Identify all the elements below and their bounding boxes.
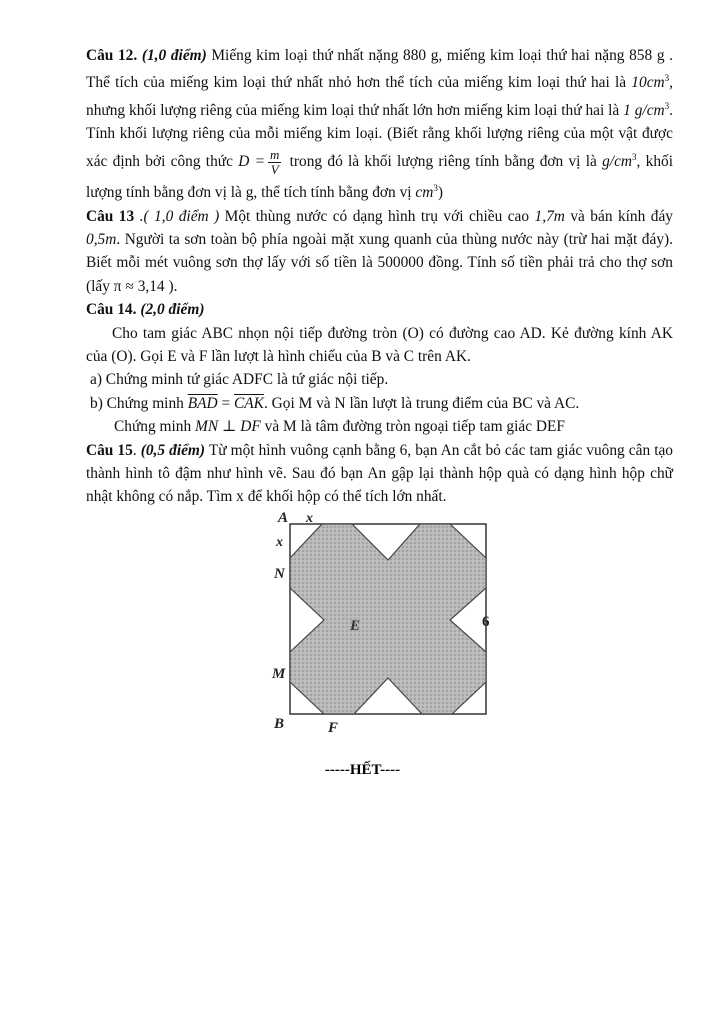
q14-b2-rest: và M là tâm đường tròn ngoại tiếp tam giác DEF: [260, 418, 565, 436]
label-M: M: [272, 666, 286, 682]
label-A: A: [278, 510, 289, 526]
q14-part-b: [86, 392, 673, 415]
label-N: N: [274, 566, 285, 582]
q12-formula-num: m: [269, 146, 280, 162]
q15-dot: .: [132, 441, 137, 459]
q13-text-3: . Người ta sơn toàn bộ phía ngoài mặt xung quanh của thùng nước này (trừ hai mặt đáy). Biết mỗi mét vuông sơn thợ lấy với số tiền là 500000 đồng. Tính số tiền phải trả cho thợ sơn (lấy: [86, 230, 673, 295]
q13-height: 1,7m: [534, 207, 565, 225]
q13-text-4: ).: [164, 277, 178, 295]
q14-part-a: a) Chứng minh tứ giác ADFC là tứ giác nội tiếp.: [90, 371, 389, 389]
q13-pi: π ≈ 3,14: [113, 277, 165, 295]
q12-cube-4: 3: [433, 182, 438, 193]
q13-text-1: Một thùng nước có dạng hình trụ với chiều cao: [219, 207, 535, 225]
q12-cube-1: 3: [664, 73, 670, 84]
q12-unit-2: cm: [415, 184, 434, 202]
exam-page: [86, 44, 673, 509]
q12-density: 1 g/cm: [623, 102, 665, 120]
label-6: 6: [482, 614, 490, 630]
q14-part-b-2: [86, 415, 673, 438]
label-B: B: [274, 716, 285, 732]
q12-text-5: , khối lượng tính bằng đơn vị là g, thể tích tính bằng đơn vị: [86, 153, 673, 202]
q14-points: (2,0 điểm): [140, 301, 205, 319]
q15-points: (0,5 điểm): [136, 441, 206, 459]
question-12: [86, 44, 673, 205]
q15-text: Từ một hình vuông cạnh bằng 6, bạn An cắt bỏ các tam giác vuông cân tạo thành hình tô đậm như hình vẽ. Sau đó bạn An gập lại thành hộp quà có dạng hình hộp chữ nhật không có nắp. Tìm x để khối hộp có thể tích lớn nhất.: [86, 441, 673, 506]
q14-b-angle-2: $\overline{CAK}$: [234, 394, 264, 412]
q13-text-2: và bán kính đáy: [564, 207, 673, 225]
q12-formula-fraction: [268, 148, 281, 177]
q14-b-rest: . Gọi M và N lần lượt là trung điểm của BC và AC.: [263, 394, 580, 412]
q12-text-1: Miếng kim loại thứ nhất nặng 880 g, miếng kim loại thứ hai nặng 858 g . Thể tích của miếng kim loại thứ nhất nhỏ hơn thể tích của miếng kim loại thứ hai là: [86, 47, 673, 92]
q12-text-3: . Tính khối lượng riêng của mỗi miếng kim loại. (Biết rằng khối lượng riêng của một vật được xác định bởi công thức: [86, 102, 673, 170]
label-F: F: [328, 720, 339, 736]
q12-formula-lhs: D =: [238, 153, 265, 170]
end-marker: -----HẾT----: [324, 762, 401, 778]
cross-figure: [266, 506, 506, 742]
q15-label: Câu 15: [86, 441, 133, 459]
q14-b-angle-1: $\overline{BAD}$: [187, 394, 218, 412]
q12-cube-3: 3: [632, 151, 637, 162]
q13-radius: 0,5m: [86, 230, 117, 248]
q14-intro: Cho tam giác ABC nhọn nội tiếp đường tròn (O) có đường cao AD. Kẻ đường kính AK của (O). Gọi E và F lần lượt là hình chiếu của B và C trên AK.: [86, 324, 673, 365]
q12-volume: 10cm: [631, 74, 665, 92]
q13-label: Câu 13: [86, 207, 135, 225]
label-x-left: x: [276, 535, 283, 550]
q12-points: (1,0 điểm): [141, 47, 207, 64]
label-E: E: [350, 618, 361, 634]
q14-b2-prefix: Chứng minh: [114, 418, 196, 436]
q12-text-2: , nhưng khối lượng riêng của miếng kim loại thứ nhất lớn hơn miếng kim loại thứ hai là: [86, 74, 673, 120]
q12-cube-2: 3: [664, 100, 670, 111]
q14-label: Câu 14.: [86, 301, 137, 319]
question-14-heading: [86, 298, 673, 321]
q12-text-4: trong đó là khối lượng riêng tính bằng đơn vị là: [284, 153, 603, 170]
q12-text-6: ): [437, 184, 444, 202]
shaded-cross: [290, 524, 486, 714]
q12-formula-den: V: [270, 161, 279, 177]
label-x-top: x: [306, 511, 313, 526]
q14-b-prefix: b) Chứng minh: [90, 394, 188, 412]
q13-points: .( 1,0 điểm ): [134, 207, 220, 225]
q14-b-eq: =: [217, 394, 235, 412]
question-13: [86, 205, 673, 299]
q12-label: Câu 12.: [86, 47, 138, 64]
question-15: [86, 439, 673, 509]
q14-b2-math: MN ⊥ DF: [195, 418, 261, 436]
q12-unit-1: g/cm: [602, 153, 633, 170]
